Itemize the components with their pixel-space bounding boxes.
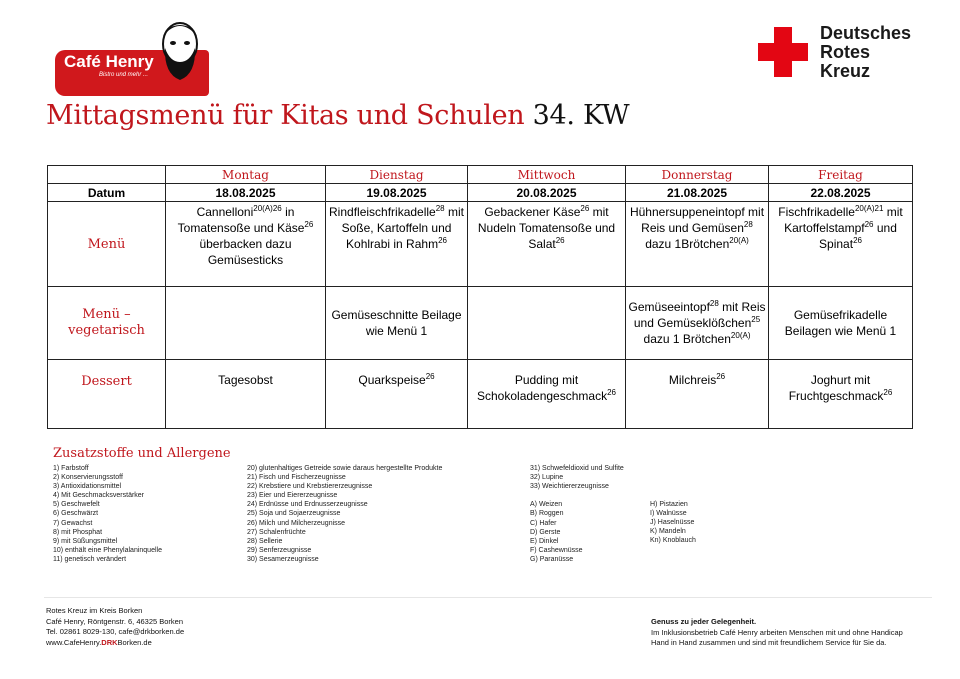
allergen-list-additives bbox=[53, 464, 162, 564]
allergens-title: Zusatzstoffe und Allergene bbox=[53, 446, 231, 461]
veg-cell: Gemüseschnitte Beilage wie Menü 1 bbox=[326, 287, 468, 360]
footer-divider bbox=[44, 597, 932, 598]
menu-cell: Rindfleischfrikadelle$^{28}$ mit Soße, Kartoffeln und Kohlrabi in Rahm$^{26}$ bbox=[326, 202, 468, 287]
allergen-item: 10) enthält eine Phenylalaninquelle bbox=[53, 546, 162, 554]
page-title bbox=[46, 100, 629, 131]
allergen-item: 4) Mit Geschmacksverstärker bbox=[53, 492, 145, 500]
dessert-cell: Milchreis$^{26}$ bbox=[626, 360, 769, 429]
veg-cell bbox=[166, 287, 326, 360]
henry-dunant-portrait-icon bbox=[150, 18, 210, 82]
corner-cell bbox=[48, 166, 166, 184]
footer-contact: Tel. 02861 8029-130, cafe@drkborken.de bbox=[46, 627, 185, 636]
allergen-item: 21) Fisch und Fischerzeugnisse bbox=[247, 474, 346, 482]
allergen-item: 23) Eier und Eiererzeugnisse bbox=[247, 492, 338, 500]
day-header-row bbox=[48, 166, 913, 184]
veg-label-line-2: vegetarisch bbox=[68, 323, 145, 338]
vegetarian-row bbox=[48, 287, 913, 360]
menu-row-label: Menü bbox=[48, 202, 166, 287]
allergen-item: A) Weizen bbox=[530, 501, 563, 509]
menu-table bbox=[47, 165, 913, 429]
day-header: Donnerstag bbox=[626, 166, 769, 184]
allergen-item: 25) Soja und Sojaerzeugnisse bbox=[247, 510, 341, 518]
slogan-heading: Genuss zu jeder Gelegenheit. bbox=[651, 617, 757, 626]
allergen-item: 22) Krebstiere und Krebstiererzeugnisse bbox=[247, 483, 373, 491]
allergen-item: B) Roggen bbox=[530, 510, 564, 518]
menu-cell: Cannelloni$^{20(A)26}$ in Tomatensoße und Käse$^{26}$ überbacken dazu Gemüsesticks bbox=[166, 202, 326, 287]
allergen-item: 11) genetisch verändert bbox=[53, 555, 127, 563]
dessert-cell: Pudding mit Schokoladengeschmack$^{26}$ bbox=[468, 360, 626, 429]
allergen-list-allergens bbox=[247, 464, 442, 564]
veg-cell: Gemüseeintopf$^{28}$ mit Reis und Gemüseklößchen$^{25}$ dazu 1 Brötchen$^{20(A)}$ bbox=[626, 287, 769, 360]
drk-logo bbox=[758, 22, 928, 82]
allergen-item: 31) Schwefeldioxid und Sulfite bbox=[530, 465, 624, 472]
allergen-item: 26) Milch und Milcherzeugnisse bbox=[247, 519, 346, 527]
allergen-list-nuts bbox=[650, 500, 696, 545]
dessert-cell: Tagesobst bbox=[166, 360, 326, 429]
footer-slogan bbox=[651, 617, 903, 649]
day-header: Mittwoch bbox=[468, 166, 626, 184]
allergen-list-grains bbox=[530, 464, 624, 564]
menu-row bbox=[48, 202, 913, 287]
day-header: Freitag bbox=[769, 166, 913, 184]
drk-line-1: Deutsches bbox=[820, 23, 912, 43]
red-cross-icon bbox=[758, 27, 808, 77]
allergen-item: C) Hafer bbox=[530, 519, 557, 527]
footer-street: Café Henry, Röntgenstr. 6, 46325 Borken bbox=[46, 616, 184, 626]
day-header: Dienstag bbox=[326, 166, 468, 184]
allergen-item: 7) Gewachst bbox=[53, 519, 93, 527]
allergen-item: H) Pistazien bbox=[650, 501, 688, 508]
date-cell: 22.08.2025 bbox=[769, 184, 913, 202]
cafe-tagline: Bistro und mehr ... bbox=[99, 72, 149, 78]
date-cell: 20.08.2025 bbox=[468, 184, 626, 202]
allergen-item: J) Haselnüsse bbox=[650, 519, 695, 527]
web-part-2: DRK bbox=[101, 637, 118, 647]
allergen-item: 24) Erdnüsse und Erdnusserzeugnisse bbox=[247, 501, 368, 509]
footer-website[interactable] bbox=[46, 638, 184, 649]
veg-cell: Gemüsefrikadelle Beilagen wie Menü 1 bbox=[769, 287, 913, 360]
drk-line-3: Kreuz bbox=[820, 61, 871, 81]
allergen-item: G) Paranüsse bbox=[530, 555, 574, 563]
allergen-item: 8) mit Phosphat bbox=[53, 528, 103, 536]
footer-org: Rotes Kreuz im Kreis Borken bbox=[46, 606, 143, 615]
allergen-item: 6) Geschwärzt bbox=[53, 510, 99, 518]
date-cell: 18.08.2025 bbox=[166, 184, 326, 202]
allergen-item: 5) Geschwefelt bbox=[53, 501, 100, 509]
dessert-cell: Joghurt mit Fruchtgeschmack$^{26}$ bbox=[769, 360, 913, 429]
date-cell: 19.08.2025 bbox=[326, 184, 468, 202]
allergen-item: 30) Sesamerzeugnisse bbox=[247, 555, 319, 563]
dessert-cell: Quarkspeise$^{26}$ bbox=[326, 360, 468, 429]
allergen-item: 3) Antioxidationsmittel bbox=[53, 483, 122, 491]
cafe-name: Café Henry bbox=[64, 52, 154, 71]
allergen-item: E) Dinkel bbox=[530, 537, 559, 545]
menu-cell: Fischfrikadelle$^{20(A)21}$ mit Kartoffelstampf$^{26}$ und Spinat$^{26}$ bbox=[769, 202, 913, 287]
allergen-item: 32) Lupine bbox=[530, 474, 564, 482]
allergen-item: 29) Senferzeugnisse bbox=[247, 546, 312, 554]
day-header: Montag bbox=[166, 166, 326, 184]
allergen-item: I) Walnüsse bbox=[650, 510, 687, 518]
vegetarian-row-label bbox=[48, 287, 166, 360]
allergen-item: D) Gerste bbox=[530, 528, 561, 536]
slogan-line-1: Im Inklusionsbetrieb Café Henry arbeiten Menschen mit und ohne Handicap bbox=[651, 627, 903, 637]
drk-line-2: Rotes bbox=[820, 42, 871, 62]
footer-address bbox=[46, 606, 184, 648]
allergen-item: 1) Farbstoff bbox=[53, 465, 89, 472]
date-cell: 21.08.2025 bbox=[626, 184, 769, 202]
menu-cell: Gebackener Käse$^{26}$ mit Nudeln Tomatensoße und Salat$^{26}$ bbox=[468, 202, 626, 287]
dessert-row-label: Dessert bbox=[48, 360, 166, 429]
date-label: Datum bbox=[48, 184, 166, 202]
allergen-item bbox=[530, 491, 624, 500]
menu-cell: Hühnersuppeneintopf mit Reis und Gemüsen$^{28}$ dazu 1Brötchen$^{20(A)}$ bbox=[626, 202, 769, 287]
veg-cell bbox=[468, 287, 626, 360]
cafe-henry-logo bbox=[55, 18, 215, 86]
allergen-item: 20) glutenhaltiges Getreide sowie daraus hergestellte Produkte bbox=[247, 465, 443, 472]
allergen-item: Kn) Knoblauch bbox=[650, 537, 696, 545]
allergen-item: F) Cashewnüsse bbox=[530, 546, 583, 554]
allergen-item: 33) Weichtiererzeugnisse bbox=[530, 483, 609, 491]
allergen-item: K) Mandeln bbox=[650, 528, 686, 536]
title-week: 34. KW bbox=[532, 100, 630, 131]
allergen-item: 27) Schalenfrüchte bbox=[247, 528, 306, 536]
dessert-row bbox=[48, 360, 913, 429]
web-part-1: www.CafeHenry. bbox=[46, 637, 102, 647]
allergen-item: 2) Konservierungsstoff bbox=[53, 474, 123, 482]
allergen-item: 28) Sellerie bbox=[247, 537, 283, 545]
slogan-line-2: Hand in Hand zusammen und sind mit freundlichem Service für Sie da. bbox=[651, 638, 887, 647]
web-part-3: Borken.de bbox=[117, 637, 152, 647]
veg-label-line-1: Menü – bbox=[82, 307, 131, 322]
title-main: Mittagsmenü für Kitas und Schulen bbox=[46, 100, 525, 131]
date-row bbox=[48, 184, 913, 202]
allergen-item: 9) mit Süßungsmittel bbox=[53, 537, 118, 545]
